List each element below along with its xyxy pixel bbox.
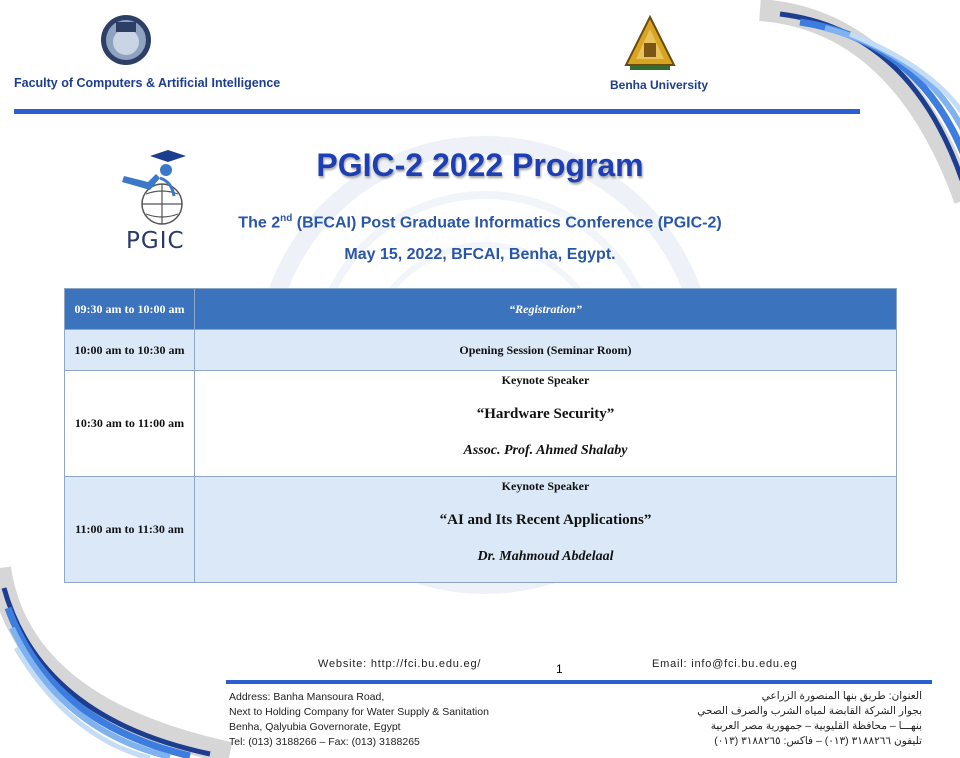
session-time: 10:00 am to 10:30 am bbox=[65, 330, 195, 371]
address-line: Address: Banha Mansoura Road, bbox=[229, 691, 385, 703]
subtitle-prefix: The 2 bbox=[238, 214, 281, 232]
page-number: 1 bbox=[556, 662, 563, 676]
keynote-cell bbox=[195, 371, 897, 477]
fci-logo bbox=[100, 14, 152, 66]
conference-date-location: May 15, 2022, BFCAI, Benha, Egypt. bbox=[344, 246, 616, 263]
table-row bbox=[65, 477, 897, 583]
faculty-name: Faculty of Computers & Artificial Intelligence bbox=[14, 76, 281, 90]
session-time: 09:30 am to 10:00 am bbox=[65, 289, 195, 330]
header-divider bbox=[14, 109, 860, 114]
footer-divider bbox=[226, 680, 932, 684]
address-line: Next to Holding Company for Water Supply & Sanitation bbox=[229, 706, 489, 718]
keynote-speaker: Assoc. Prof. Ahmed Shalaby bbox=[463, 443, 628, 458]
arabic-address-line: العنوان: طريق بنها المنصورة الزراعي bbox=[761, 690, 922, 702]
page-title: PGIC-2 2022 Program bbox=[316, 147, 644, 183]
session-title: “Registration” bbox=[195, 289, 897, 330]
benha-university-logo bbox=[624, 15, 676, 71]
address-line: Benha, Qalyubia Governorate, Egypt bbox=[229, 721, 401, 733]
keynote-label: Keynote Speaker bbox=[501, 373, 590, 387]
phone-fax-line: Tel: (013) 3188266 – Fax: (013) 3188265 bbox=[229, 736, 420, 748]
table-row bbox=[65, 330, 897, 371]
keynote-cell bbox=[195, 477, 897, 583]
arabic-address-line: بجوار الشركة القابضة لمياه الشرب والصرف الصحي bbox=[697, 705, 922, 717]
subtitle-suffix: (BFCAI) Post Graduate Informatics Conference (PGIC-2) bbox=[292, 214, 722, 232]
decorative-swoosh-bottom-left bbox=[0, 558, 260, 758]
conference-subtitle bbox=[0, 213, 960, 232]
email-link[interactable]: Email: info@fci.bu.edu.eg bbox=[652, 658, 798, 670]
subtitle-ordinal: nd bbox=[280, 213, 293, 224]
keynote-talk-title: “Hardware Security” bbox=[476, 406, 615, 422]
session-time: 11:00 am to 11:30 am bbox=[65, 477, 195, 583]
website-link[interactable]: Website: http://fci.bu.edu.eg/ bbox=[318, 658, 482, 670]
keynote-speaker: Dr. Mahmoud Abdelaal bbox=[477, 549, 614, 564]
table-row bbox=[65, 289, 897, 330]
arabic-address-line: بنهـــا – محافظة القليوبية – جمهورية مصر العربية bbox=[710, 720, 922, 732]
keynote-talk-title: “AI and Its Recent Applications” bbox=[439, 512, 652, 528]
keynote-label: Keynote Speaker bbox=[501, 479, 590, 493]
table-row bbox=[65, 371, 897, 477]
arabic-phone-line: تليفون ٣١٨٨٢٦٦ (٠١٣) – فاكس: ٣١٨٨٢٦٥ (٠١٣) bbox=[714, 735, 922, 747]
university-name: Benha University bbox=[610, 78, 709, 92]
session-time: 10:30 am to 11:00 am bbox=[65, 371, 195, 477]
program-table bbox=[64, 288, 897, 583]
session-title: Opening Session (Seminar Room) bbox=[195, 330, 897, 371]
pgic-logo-text: PGIC bbox=[126, 228, 185, 254]
